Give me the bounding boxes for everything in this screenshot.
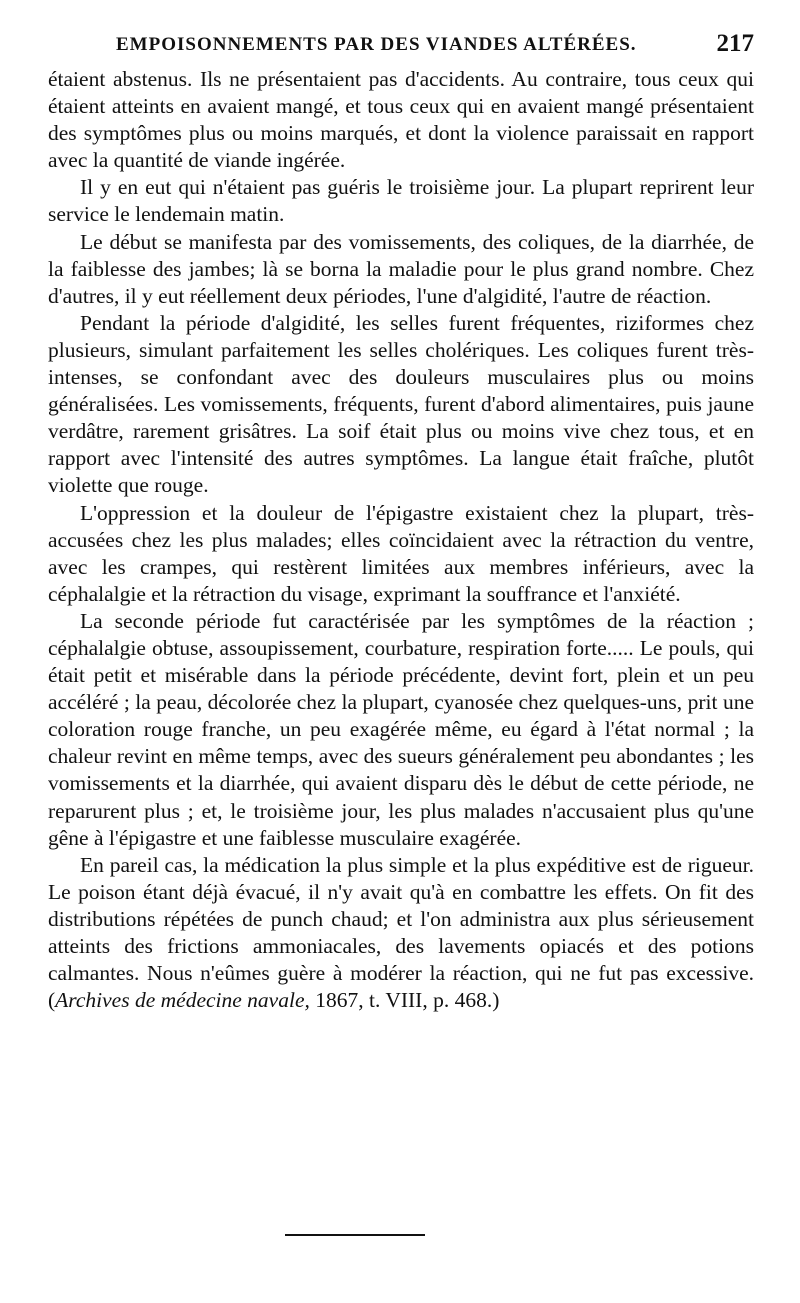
page-number: 217: [716, 30, 754, 57]
citation-journal: Archives de médecine navale,: [55, 988, 310, 1013]
final-paragraph-text: En pareil cas, la médication la plus simple et la plus expéditive est de rigueur. Le poison étant déjà évacué, il n'y avait qu'à en combattre les effets. On fit des distributions répétées de punch chaud; et l'on administra aux plus sérieusement atteints des frictions ammoniacales, des lavements opiacés et des potions calmantes. Nous n'eûmes guère à modérer la réaction, qui ne fut pas excessive. (: [48, 852, 754, 1013]
paragraph: Le début se manifesta par des vomissements, des coliques, de la diarrhée, de la faiblesse des jambes; là se borna la maladie pour le plus grand nombre. Chez d'autres, il y eut réellement deux périodes, l'une d'algidité, l'autre de réaction.: [48, 229, 754, 308]
paragraph: La seconde période fut caractérisée par les symptômes de la réaction ; céphalalgie obtuse, assoupissement, courbature, respiration forte..... Le pouls, qui était petit et misérable dans la période précédente, devint fort, plein et un peu accéléré ; la peau, décolorée chez la plupart, cyanosée chez quelques-uns, prit une coloration rouge franche, un peu exagérée même, eu égard à l'état normal ; la chaleur revint en même temps, avec des sueurs généralement peu abondantes ; les vomissements et la diarrhée, qui avaient disparu dès le début de cette période, ne reparurent plus ; et, le troisième jour, les plus malades n'accusaient plus qu'une gêne à l'épigastre et une faiblesse musculaire exagérée.: [48, 608, 754, 850]
running-head: [48, 28, 754, 66]
paragraph: L'oppression et la douleur de l'épigastre existaient chez la plupart, très-accusées chez les plus malades; elles coïncidaient avec la rétraction du ventre, avec les crampes, qui restèrent limitées aux membres inférieurs, avec la céphalalgie et la rétraction du visage, exprimant la souffrance et l'anxiété.: [48, 500, 754, 606]
paragraph: Il y en eut qui n'étaient pas guéris le troisième jour. La plupart reprirent leur service le lendemain matin.: [48, 175, 754, 227]
citation-reference: 1867, t. VIII, p. 468.): [309, 988, 500, 1013]
book-page: [48, 28, 754, 1014]
running-title: EMPOISONNEMENTS PAR DES VIANDES ALTÉRÉES.: [116, 34, 637, 55]
section-divider: [285, 1234, 425, 1236]
body-text: [48, 66, 754, 1014]
final-paragraph: [48, 852, 754, 1015]
paragraph: Pendant la période d'algidité, les selles furent fréquentes, riziformes chez plusieurs, simulant parfaitement les selles cholériques. Les coliques furent très-intenses, se confondant avec des douleurs musculaires plus ou moins généralisées. Les vomissements, fréquents, furent d'abord alimentaires, puis jaune verdâtre, rarement grisâtres. La soif était plus ou moins vive chez tous, et en rapport avec l'intensité des autres symptômes. La langue était fraîche, plutôt violette que rouge.: [48, 310, 754, 498]
paragraph: étaient abstenus. Ils ne présentaient pas d'accidents. Au contraire, tous ceux qui étaient atteints en avaient mangé, et tous ceux qui en avaient mangé présentaient des symptômes plus ou moins marqués, et dont la violence paraissait en rapport avec la quantité de viande ingérée.: [48, 67, 754, 173]
